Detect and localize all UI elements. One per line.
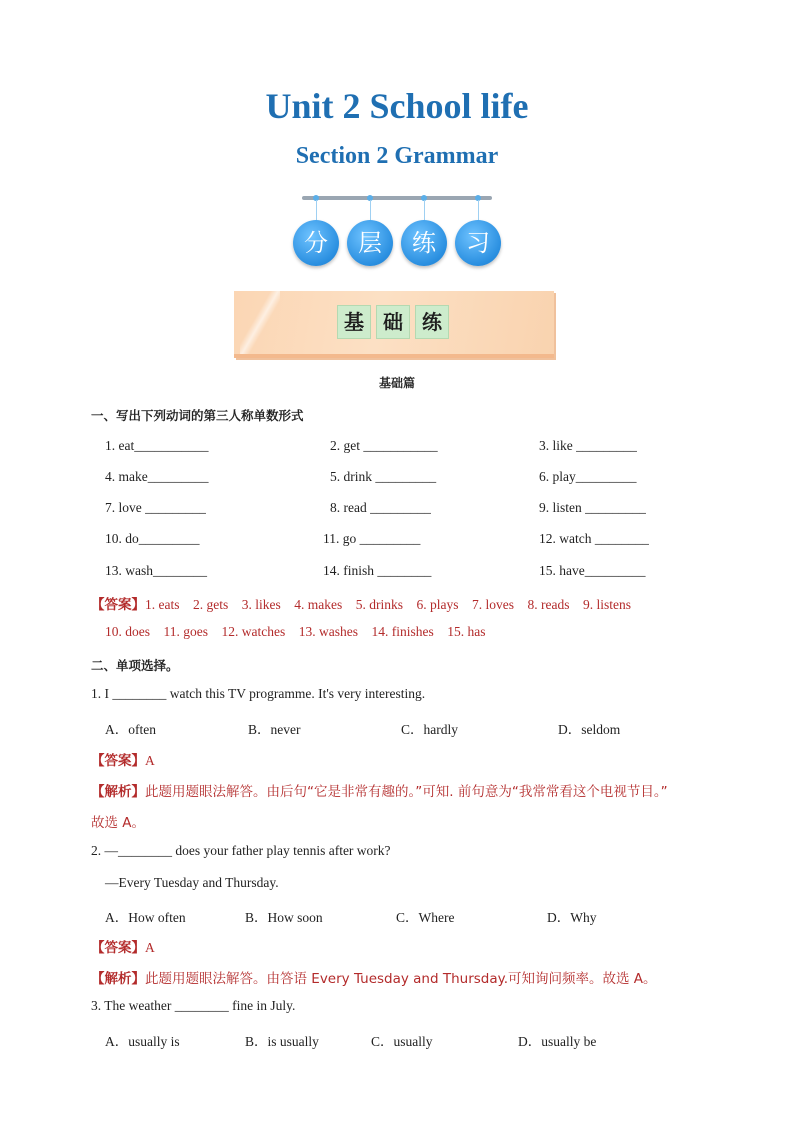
question-stem: 3. The weather ________ fine in July. [91, 998, 296, 1013]
answer-label: 【答案】 [91, 753, 145, 769]
verb-item: 11. go _________ [323, 531, 421, 546]
verb-item: 2. get ___________ [330, 438, 438, 453]
circle-badge: 练 [401, 220, 447, 266]
explanation-label: 【解析】 [91, 784, 145, 800]
section-title: 基础篇 [378, 376, 415, 390]
q2-answer [91, 936, 155, 957]
verb-item: 15. have_________ [539, 563, 646, 578]
banner-chip: 练 [415, 305, 449, 339]
banner-shine [240, 291, 280, 354]
option: B．How soon [245, 910, 323, 925]
option: D．usually be [518, 1034, 597, 1049]
option: D．Why [547, 910, 597, 925]
option: C．hardly [401, 722, 458, 737]
question-stem-reply: —Every Tuesday and Thursday. [105, 875, 279, 890]
circle-badge: 分 [293, 220, 339, 266]
option: B．is usually [245, 1034, 319, 1049]
q1-explanation [91, 780, 668, 801]
explanation-text: 此题用题眼法解答。由后句“它是非常有趣的。”可知. 前句意为“我常常看这个电视节目。” [145, 784, 668, 800]
answer-text: A [145, 753, 155, 768]
hanger-string [424, 200, 425, 222]
q2-explanation [91, 967, 657, 988]
option: D．seldom [558, 722, 621, 737]
answer-label: 【答案】 [91, 940, 145, 956]
option: C．usually [371, 1034, 433, 1049]
circle-badge: 层 [347, 220, 393, 266]
question-stem: 1. I ________ watch this TV programme. It's very interesting. [91, 686, 426, 701]
hanger-rod [302, 196, 492, 200]
answer-text: A [145, 940, 155, 955]
part2-heading: 二、单项选择。 [91, 658, 179, 673]
explanation-label: 【解析】 [91, 971, 145, 987]
verb-item: 5. drink _________ [330, 469, 437, 484]
document-title: Unit 2 School life [265, 86, 529, 126]
explanation-text: 故选 A。 [91, 815, 146, 831]
banner-chip: 基 [337, 305, 371, 339]
hanger-string [478, 200, 479, 222]
verb-item: 3. like _________ [539, 438, 637, 453]
answer-label: 【答案】 [91, 597, 145, 613]
verb-item: 4. make_________ [105, 469, 209, 484]
banner-chip: 础 [376, 305, 410, 339]
option: A．usually is [105, 1034, 180, 1049]
part1-heading: 一、写出下列动词的第三人称单数形式 [91, 408, 304, 423]
verb-item: 10. do_________ [105, 531, 200, 546]
verb-item: 14. finish ________ [323, 563, 432, 578]
answer-text: 10. does 11. goes 12. watches 13. washes 14. finishes 15. has [105, 624, 486, 639]
option: B．never [248, 722, 301, 737]
q1-answer [91, 749, 155, 770]
verb-item: 7. love _________ [105, 500, 206, 515]
question-stem: 2. —________ does your father play tennis after work? [91, 843, 391, 858]
hanger-string [370, 200, 371, 222]
part1-answer [91, 593, 631, 614]
answer-text: 1. eats 2. gets 3. likes 4. makes 5. drinks 6. plays 7. loves 8. reads 9. listens [145, 597, 631, 612]
verb-item: 1. eat___________ [105, 438, 209, 453]
option: A．How often [105, 910, 186, 925]
verb-item: 12. watch ________ [539, 531, 649, 546]
verb-item: 8. read _________ [330, 500, 431, 515]
option: C．Where [396, 910, 455, 925]
verb-item: 6. play_________ [539, 469, 637, 484]
hanger-string [316, 200, 317, 222]
document-subtitle: Section 2 Grammar [295, 143, 499, 169]
option: A．often [105, 722, 156, 737]
circle-badge: 习 [455, 220, 501, 266]
verb-item: 13. wash________ [105, 563, 207, 578]
verb-item: 9. listen _________ [539, 500, 646, 515]
explanation-text: 此题用题眼法解答。由答语 Every Tuesday and Thursday.可知询问频率。故选 A。 [145, 971, 657, 987]
